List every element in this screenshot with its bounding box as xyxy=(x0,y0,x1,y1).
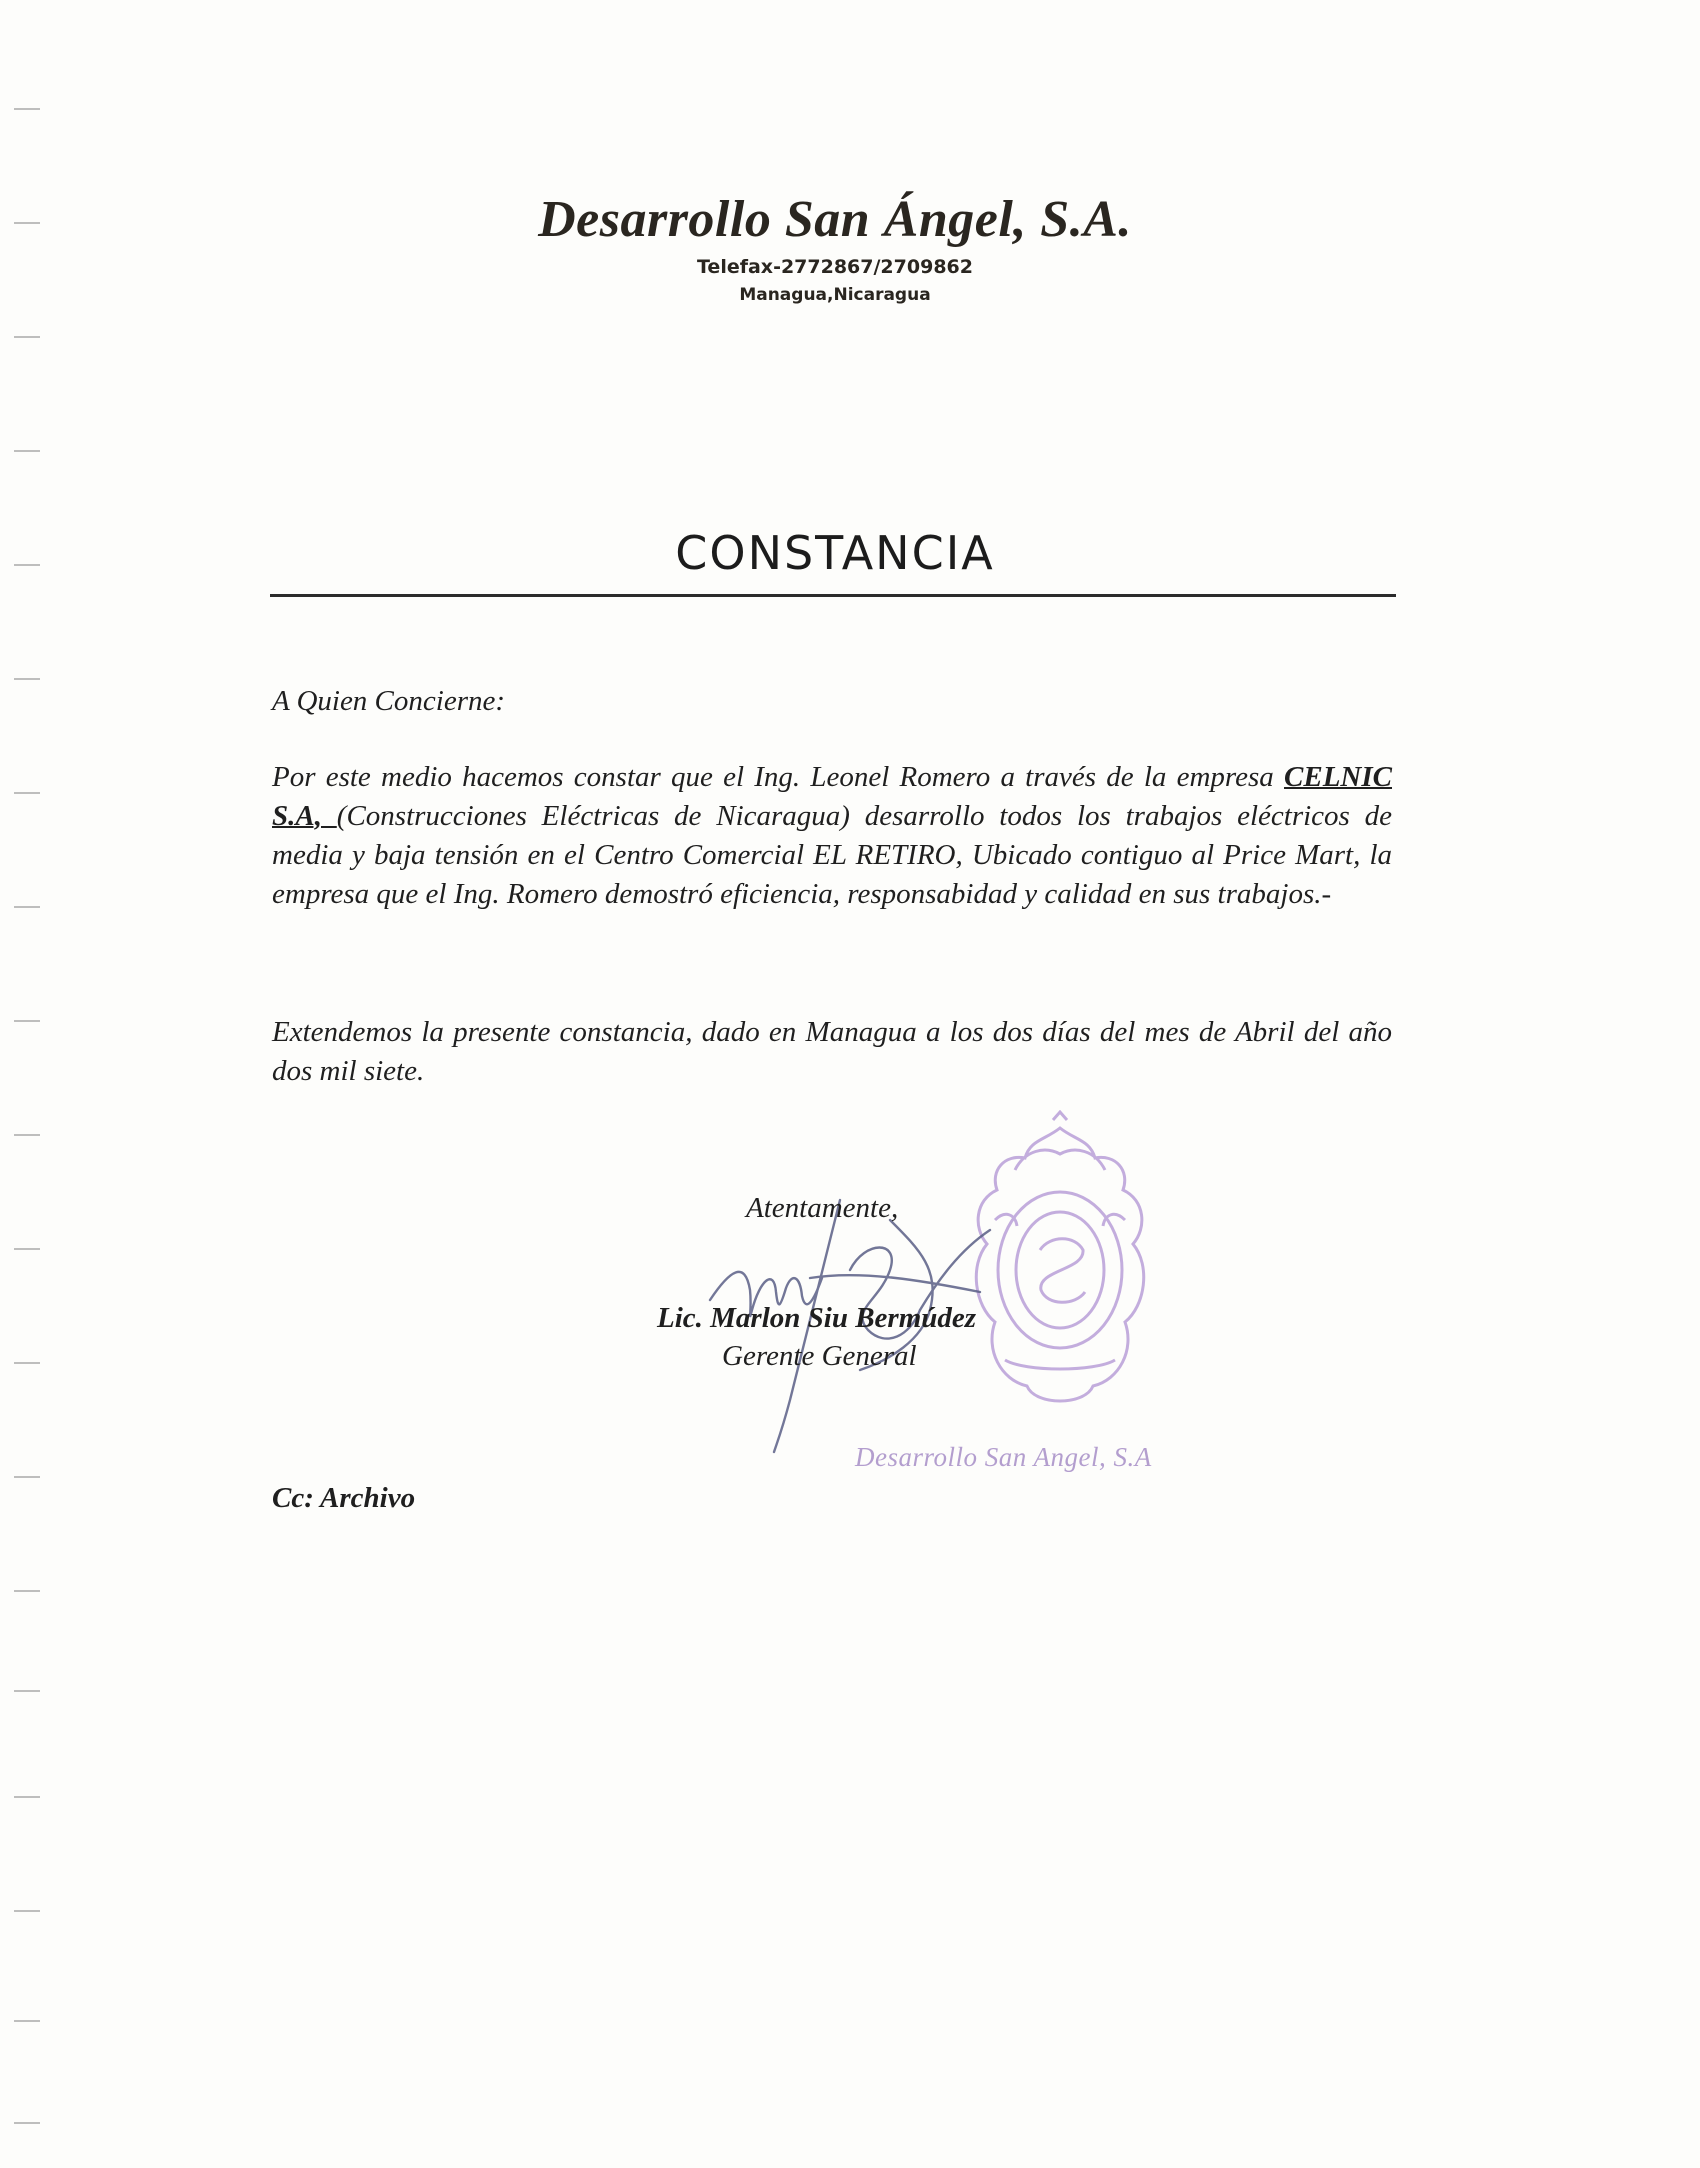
signer-role: Gerente General xyxy=(722,1340,917,1372)
company-phone: Telefax-2772867/2709862 xyxy=(697,256,973,278)
company-city: Managua,Nicaragua xyxy=(739,285,931,305)
scan-margin-marks xyxy=(10,0,50,2168)
company-name: Desarrollo San Ángel, S.A. xyxy=(538,191,1132,248)
cc-line: Cc: Archivo xyxy=(272,1482,416,1514)
letterhead xyxy=(0,188,1670,308)
stamp-caption: Desarrollo San Angel, S.A xyxy=(855,1442,1152,1472)
document-title: CONSTANCIA xyxy=(675,526,995,580)
paragraph-1-rest: (Construcciones Eléctricas de Nicaragua) desarrollo todos los trabajos eléctricos de media y baja tensión en el Centro Comercial EL RETIRO, Ubicado contiguo al Price Mart, la empresa que el Ing. Romero demostró eficiencia, responsabidad y calidad en sus trabajos.- xyxy=(272,800,1392,910)
title-divider xyxy=(270,594,1396,597)
paragraph-2: Extendemos la presente constancia, dado en Managua a los dos días del mes de Abril del año dos mil siete. xyxy=(272,1016,1392,1087)
paragraph-1-intro: Por este medio hacemos constar que el Ing. Leonel Romero a través de la empresa xyxy=(272,761,1285,793)
closing: Atentamente, xyxy=(746,1192,899,1224)
paragraph-1 xyxy=(272,758,1392,914)
salutation: A Quien Concierne: xyxy=(272,685,506,717)
signer-name: Lic. Marlon Siu Bermúdez xyxy=(657,1302,977,1334)
paragraph-1-company: CELNIC S.A, xyxy=(272,761,1392,832)
